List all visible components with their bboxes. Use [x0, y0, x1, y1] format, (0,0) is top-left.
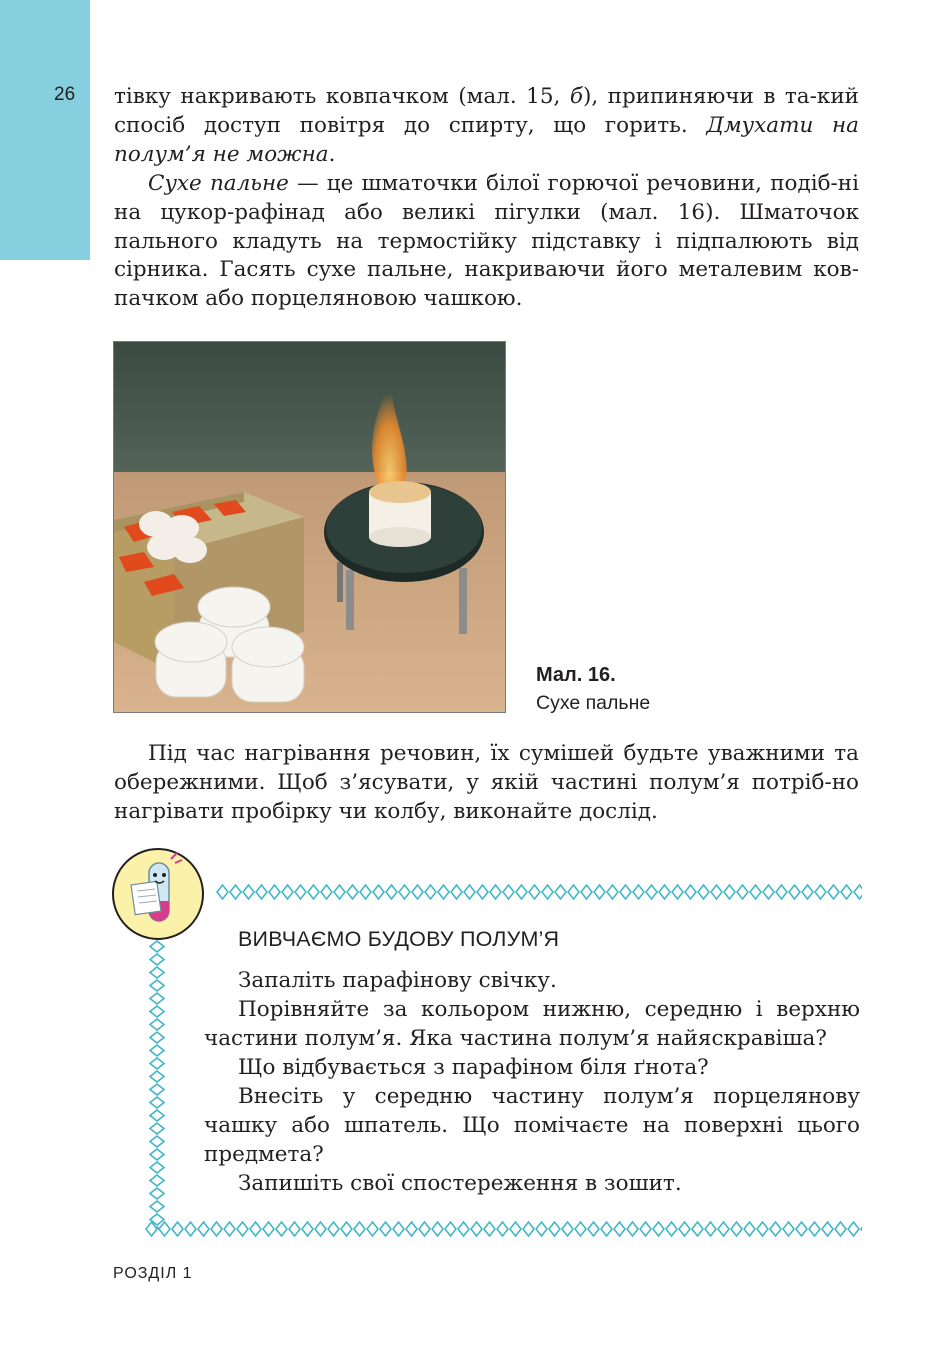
experiment-border-left	[147, 940, 167, 1230]
experiment-title: ВИВЧАЄМО БУДОВУ ПОЛУМ’Я	[238, 927, 560, 951]
dry-fuel-photo	[113, 341, 506, 713]
section-footer: РОЗДІЛ 1	[113, 1265, 193, 1282]
experiment-step: Що відбувається з парафіном біля ґнота?	[238, 1055, 709, 1080]
test-tube-mascot-icon	[111, 847, 205, 941]
intro-paragraph: тівку накривають ковпачком (мал. 15, б), припиняючи в та-кий спосіб доступ повітря до спирту, що горить. Дмухати на полум’я не можна. Сухе пальне — це шматочки білої горючої речовини, подіб-ні на цукор-рафінад або великі пігулки (мал. 16). Шматочок пального кладуть на термостійку підставку і підпалюють від сірника. Гасять сухе пальне, накриваючи його металевим ков-пачком або порцеляновою чашкою.	[114, 83, 859, 314]
experiment-step: Порівняйте за кольором нижню, середню і верхню частини полум’я. Яка частина полум’я найяскравіша?	[204, 997, 860, 1051]
heating-paragraph: Під час нагрівання речовин, їх сумішей будьте уважними та обережними. Щоб з’ясувати, у якій частині полум’я потріб-но нагрівати пробірку чи колбу, виконайте дослід.	[114, 741, 859, 824]
experiment-step: Внесіть у середню частину полум’я порцелянову чашку або шпатель. Що помічаєте на поверхні цього предмета?	[204, 1084, 860, 1167]
figure-label: Мал. 16.	[536, 664, 616, 686]
experiment-step: Запаліть парафінову свічку.	[238, 968, 557, 993]
experiment-border-top	[216, 882, 862, 902]
page-number: 26	[54, 84, 76, 105]
experiment-border-bottom	[145, 1219, 862, 1239]
experiment-step: Запишіть свої спостереження в зошит.	[238, 1171, 682, 1196]
figure-caption: Сухе пальне	[536, 692, 651, 714]
dry-fuel-term: Сухе пальне	[148, 170, 289, 196]
side-tab	[0, 0, 90, 260]
warning-text: Дмухати на полум’я не можна	[114, 112, 859, 167]
experiment-body	[204, 966, 860, 1198]
dry-fuel-paragraph: Сухе пальне — це шматочки білої горючої речовини, подіб-ні на цукор-рафінад або великі пігулки (мал. 16). Шматочок пального кладуть на термостійку підставку і підпалюють від сірника. Гасять сухе пальне, накриваючи його металевим ков-пачком або порцеляновою чашкою.	[114, 170, 859, 312]
